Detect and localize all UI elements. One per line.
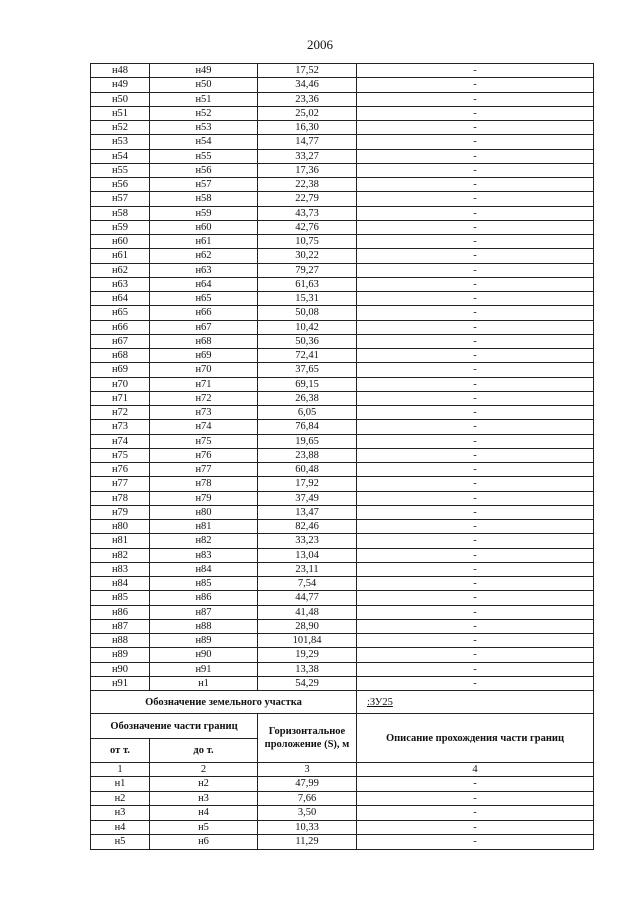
distance-cell: 23,36 — [258, 92, 357, 106]
description-cell: - — [357, 192, 594, 206]
plot-designation-row — [91, 691, 594, 714]
to-point-cell: н90 — [150, 648, 258, 662]
header-from: от т. — [91, 739, 150, 763]
description-cell: - — [357, 334, 594, 348]
to-point-cell: н78 — [150, 477, 258, 491]
from-point-cell: н70 — [91, 377, 150, 391]
from-point-cell: н59 — [91, 220, 150, 234]
description-cell: - — [357, 320, 594, 334]
distance-cell: 43,73 — [258, 206, 357, 220]
distance-cell: 16,30 — [258, 121, 357, 135]
from-point-cell: н3 — [91, 806, 150, 821]
from-point-cell: н62 — [91, 263, 150, 277]
header-row-1 — [91, 714, 594, 739]
table-row — [91, 820, 594, 835]
distance-cell: 23,88 — [258, 448, 357, 462]
page-number: 2006 — [307, 37, 333, 52]
table-row — [91, 163, 594, 177]
distance-cell: 41,48 — [258, 605, 357, 619]
from-point-cell: н75 — [91, 448, 150, 462]
to-point-cell: н71 — [150, 377, 258, 391]
to-point-cell: н58 — [150, 192, 258, 206]
table-row — [91, 562, 594, 576]
distance-cell: 3,50 — [258, 806, 357, 821]
to-point-cell: н56 — [150, 163, 258, 177]
distance-cell: 101,84 — [258, 634, 357, 648]
distance-cell: 42,76 — [258, 220, 357, 234]
table-row — [91, 377, 594, 391]
from-point-cell: н86 — [91, 605, 150, 619]
from-point-cell: н82 — [91, 548, 150, 562]
table-row — [91, 192, 594, 206]
to-point-cell: н1 — [150, 676, 258, 690]
table-row — [91, 448, 594, 462]
to-point-cell: н4 — [150, 806, 258, 821]
from-point-cell: н4 — [91, 820, 150, 835]
distance-cell: 22,38 — [258, 178, 357, 192]
table-row — [91, 277, 594, 291]
from-point-cell: н79 — [91, 505, 150, 519]
distance-cell: 37,65 — [258, 363, 357, 377]
distance-cell: 47,99 — [258, 777, 357, 792]
description-cell: - — [357, 662, 594, 676]
distance-cell: 14,77 — [258, 135, 357, 149]
distance-cell: 19,29 — [258, 648, 357, 662]
distance-cell: 7,54 — [258, 577, 357, 591]
from-point-cell: н54 — [91, 149, 150, 163]
boundary-rows-bottom — [91, 777, 594, 850]
boundary-rows-top — [91, 64, 594, 691]
to-point-cell: н54 — [150, 135, 258, 149]
table-row — [91, 406, 594, 420]
from-point-cell: н1 — [91, 777, 150, 792]
description-cell: - — [357, 434, 594, 448]
table-row — [91, 78, 594, 92]
table-row — [91, 420, 594, 434]
to-point-cell: н86 — [150, 591, 258, 605]
description-cell: - — [357, 121, 594, 135]
description-cell: - — [357, 534, 594, 548]
table-row — [91, 605, 594, 619]
to-point-cell: н6 — [150, 835, 258, 850]
header-part-boundaries: Обозначение части границ — [91, 714, 258, 739]
from-point-cell: н51 — [91, 106, 150, 120]
description-cell: - — [357, 64, 594, 78]
to-point-cell: н72 — [150, 391, 258, 405]
table-row — [91, 634, 594, 648]
from-point-cell: н66 — [91, 320, 150, 334]
description-cell: - — [357, 220, 594, 234]
description-cell: - — [357, 806, 594, 821]
distance-cell: 82,46 — [258, 520, 357, 534]
description-cell: - — [357, 277, 594, 291]
description-cell: - — [357, 349, 594, 363]
distance-cell: 10,33 — [258, 820, 357, 835]
from-point-cell: н63 — [91, 277, 150, 291]
from-point-cell: н68 — [91, 349, 150, 363]
to-point-cell: н80 — [150, 505, 258, 519]
table-row — [91, 491, 594, 505]
to-point-cell: н87 — [150, 605, 258, 619]
table-row — [91, 320, 594, 334]
table-row — [91, 135, 594, 149]
to-point-cell: н82 — [150, 534, 258, 548]
description-cell: - — [357, 420, 594, 434]
description-cell: - — [357, 562, 594, 576]
from-point-cell: н52 — [91, 121, 150, 135]
table-row — [91, 591, 594, 605]
table-row — [91, 434, 594, 448]
table-row — [91, 349, 594, 363]
description-cell: - — [357, 448, 594, 462]
header-description: Описание прохождения части границ — [357, 714, 594, 763]
table-row — [91, 505, 594, 519]
distance-cell: 23,11 — [258, 562, 357, 576]
to-point-cell: н81 — [150, 520, 258, 534]
distance-cell: 17,36 — [258, 163, 357, 177]
from-point-cell: н87 — [91, 619, 150, 633]
to-point-cell: н5 — [150, 820, 258, 835]
table-row — [91, 520, 594, 534]
description-cell: - — [357, 577, 594, 591]
from-point-cell: н56 — [91, 178, 150, 192]
table-row — [91, 835, 594, 850]
table-row — [91, 806, 594, 821]
column-number-row — [91, 763, 594, 777]
to-point-cell: н83 — [150, 548, 258, 562]
to-point-cell: н57 — [150, 178, 258, 192]
to-point-cell: н55 — [150, 149, 258, 163]
from-point-cell: н61 — [91, 249, 150, 263]
from-point-cell: н64 — [91, 292, 150, 306]
table-row — [91, 791, 594, 806]
distance-cell: 33,27 — [258, 149, 357, 163]
description-cell: - — [357, 178, 594, 192]
distance-cell: 34,46 — [258, 78, 357, 92]
to-point-cell: н77 — [150, 463, 258, 477]
to-point-cell: н62 — [150, 249, 258, 263]
to-point-cell: н76 — [150, 448, 258, 462]
from-point-cell: н48 — [91, 64, 150, 78]
table-row — [91, 777, 594, 792]
from-point-cell: н5 — [91, 835, 150, 850]
description-cell: - — [357, 605, 594, 619]
distance-cell: 11,29 — [258, 835, 357, 850]
header-to: до т. — [150, 739, 258, 763]
to-point-cell: н53 — [150, 121, 258, 135]
from-point-cell: н78 — [91, 491, 150, 505]
distance-cell: 72,41 — [258, 349, 357, 363]
from-point-cell: н67 — [91, 334, 150, 348]
description-cell: - — [357, 777, 594, 792]
description-cell: - — [357, 491, 594, 505]
table-row — [91, 306, 594, 320]
to-point-cell: н79 — [150, 491, 258, 505]
header-horizontal-distance: Горизонтальное проложение (S), м — [258, 714, 357, 763]
from-point-cell: н83 — [91, 562, 150, 576]
description-cell: - — [357, 463, 594, 477]
distance-cell: 60,48 — [258, 463, 357, 477]
to-point-cell: н84 — [150, 562, 258, 576]
from-point-cell: н73 — [91, 420, 150, 434]
description-cell: - — [357, 206, 594, 220]
to-point-cell: н74 — [150, 420, 258, 434]
distance-cell: 13,04 — [258, 548, 357, 562]
distance-cell: 37,49 — [258, 491, 357, 505]
column-number: 4 — [357, 763, 594, 777]
description-cell: - — [357, 363, 594, 377]
column-number: 1 — [91, 763, 150, 777]
from-point-cell: н50 — [91, 92, 150, 106]
distance-cell: 17,92 — [258, 477, 357, 491]
table-row — [91, 463, 594, 477]
from-point-cell: н74 — [91, 434, 150, 448]
distance-cell: 79,27 — [258, 263, 357, 277]
from-point-cell: н49 — [91, 78, 150, 92]
description-cell: - — [357, 306, 594, 320]
description-cell: - — [357, 648, 594, 662]
to-point-cell: н91 — [150, 662, 258, 676]
from-point-cell: н65 — [91, 306, 150, 320]
distance-cell: 22,79 — [258, 192, 357, 206]
description-cell: - — [357, 591, 594, 605]
from-point-cell: н72 — [91, 406, 150, 420]
distance-cell: 19,65 — [258, 434, 357, 448]
distance-cell: 50,36 — [258, 334, 357, 348]
description-cell: - — [357, 406, 594, 420]
plot-designation-label: Обозначение земельного участка — [91, 691, 357, 714]
to-point-cell: н85 — [150, 577, 258, 591]
table-row — [91, 235, 594, 249]
to-point-cell: н68 — [150, 334, 258, 348]
table-row — [91, 106, 594, 120]
description-cell: - — [357, 676, 594, 690]
distance-cell: 50,08 — [258, 306, 357, 320]
distance-cell: 6,05 — [258, 406, 357, 420]
description-cell: - — [357, 292, 594, 306]
distance-cell: 10,42 — [258, 320, 357, 334]
to-point-cell: н60 — [150, 220, 258, 234]
table-row — [91, 121, 594, 135]
table-row — [91, 92, 594, 106]
to-point-cell: н49 — [150, 64, 258, 78]
distance-cell: 69,15 — [258, 377, 357, 391]
table-row — [91, 534, 594, 548]
table-row — [91, 648, 594, 662]
to-point-cell: н73 — [150, 406, 258, 420]
from-point-cell: н89 — [91, 648, 150, 662]
to-point-cell: н66 — [150, 306, 258, 320]
from-point-cell: н90 — [91, 662, 150, 676]
description-cell: - — [357, 78, 594, 92]
distance-cell: 13,47 — [258, 505, 357, 519]
to-point-cell: н67 — [150, 320, 258, 334]
table-row — [91, 477, 594, 491]
table-row — [91, 178, 594, 192]
table-row — [91, 206, 594, 220]
table-row — [91, 292, 594, 306]
description-cell: - — [357, 92, 594, 106]
table-row — [91, 662, 594, 676]
from-point-cell: н55 — [91, 163, 150, 177]
from-point-cell: н60 — [91, 235, 150, 249]
table-row — [91, 577, 594, 591]
from-point-cell: н77 — [91, 477, 150, 491]
distance-cell: 25,02 — [258, 106, 357, 120]
from-point-cell: н91 — [91, 676, 150, 690]
from-point-cell: н57 — [91, 192, 150, 206]
description-cell: - — [357, 477, 594, 491]
description-cell: - — [357, 135, 594, 149]
distance-cell: 28,90 — [258, 619, 357, 633]
from-point-cell: н88 — [91, 634, 150, 648]
to-point-cell: н65 — [150, 292, 258, 306]
distance-cell: 33,23 — [258, 534, 357, 548]
distance-cell: 44,77 — [258, 591, 357, 605]
distance-cell: 7,66 — [258, 791, 357, 806]
from-point-cell: н81 — [91, 534, 150, 548]
from-point-cell: н84 — [91, 577, 150, 591]
to-point-cell: н51 — [150, 92, 258, 106]
column-number: 3 — [258, 763, 357, 777]
table-row — [91, 334, 594, 348]
from-point-cell: н58 — [91, 206, 150, 220]
to-point-cell: н89 — [150, 634, 258, 648]
description-cell: - — [357, 548, 594, 562]
boundary-table — [90, 63, 594, 850]
distance-cell: 61,63 — [258, 277, 357, 291]
distance-cell: 17,52 — [258, 64, 357, 78]
to-point-cell: н64 — [150, 277, 258, 291]
table-row — [91, 64, 594, 78]
to-point-cell: н59 — [150, 206, 258, 220]
to-point-cell: н75 — [150, 434, 258, 448]
description-cell: - — [357, 249, 594, 263]
to-point-cell: н63 — [150, 263, 258, 277]
description-cell: - — [357, 163, 594, 177]
table-row — [91, 391, 594, 405]
table-row — [91, 363, 594, 377]
from-point-cell: н80 — [91, 520, 150, 534]
distance-cell: 30,22 — [258, 249, 357, 263]
to-point-cell: н61 — [150, 235, 258, 249]
table-row — [91, 676, 594, 690]
description-cell: - — [357, 520, 594, 534]
description-cell: - — [357, 619, 594, 633]
table-row — [91, 263, 594, 277]
description-cell: - — [357, 835, 594, 850]
distance-cell: 54,29 — [258, 676, 357, 690]
to-point-cell: н69 — [150, 349, 258, 363]
description-cell: - — [357, 791, 594, 806]
description-cell: - — [357, 149, 594, 163]
description-cell: - — [357, 391, 594, 405]
plot-id: :ЗУ25 — [357, 691, 594, 714]
to-point-cell: н70 — [150, 363, 258, 377]
description-cell: - — [357, 505, 594, 519]
to-point-cell: н88 — [150, 619, 258, 633]
table-row — [91, 619, 594, 633]
description-cell: - — [357, 263, 594, 277]
description-cell: - — [357, 377, 594, 391]
description-cell: - — [357, 106, 594, 120]
to-point-cell: н3 — [150, 791, 258, 806]
table-row — [91, 220, 594, 234]
table-row — [91, 149, 594, 163]
distance-cell: 13,38 — [258, 662, 357, 676]
column-number: 2 — [150, 763, 258, 777]
description-cell: - — [357, 235, 594, 249]
from-point-cell: н69 — [91, 363, 150, 377]
table-row — [91, 249, 594, 263]
from-point-cell: н2 — [91, 791, 150, 806]
distance-cell: 10,75 — [258, 235, 357, 249]
distance-cell: 15,31 — [258, 292, 357, 306]
to-point-cell: н52 — [150, 106, 258, 120]
description-cell: - — [357, 820, 594, 835]
distance-cell: 26,38 — [258, 391, 357, 405]
to-point-cell: н2 — [150, 777, 258, 792]
description-cell: - — [357, 634, 594, 648]
distance-cell: 76,84 — [258, 420, 357, 434]
from-point-cell: н71 — [91, 391, 150, 405]
from-point-cell: н53 — [91, 135, 150, 149]
to-point-cell: н50 — [150, 78, 258, 92]
table-row — [91, 548, 594, 562]
from-point-cell: н85 — [91, 591, 150, 605]
from-point-cell: н76 — [91, 463, 150, 477]
